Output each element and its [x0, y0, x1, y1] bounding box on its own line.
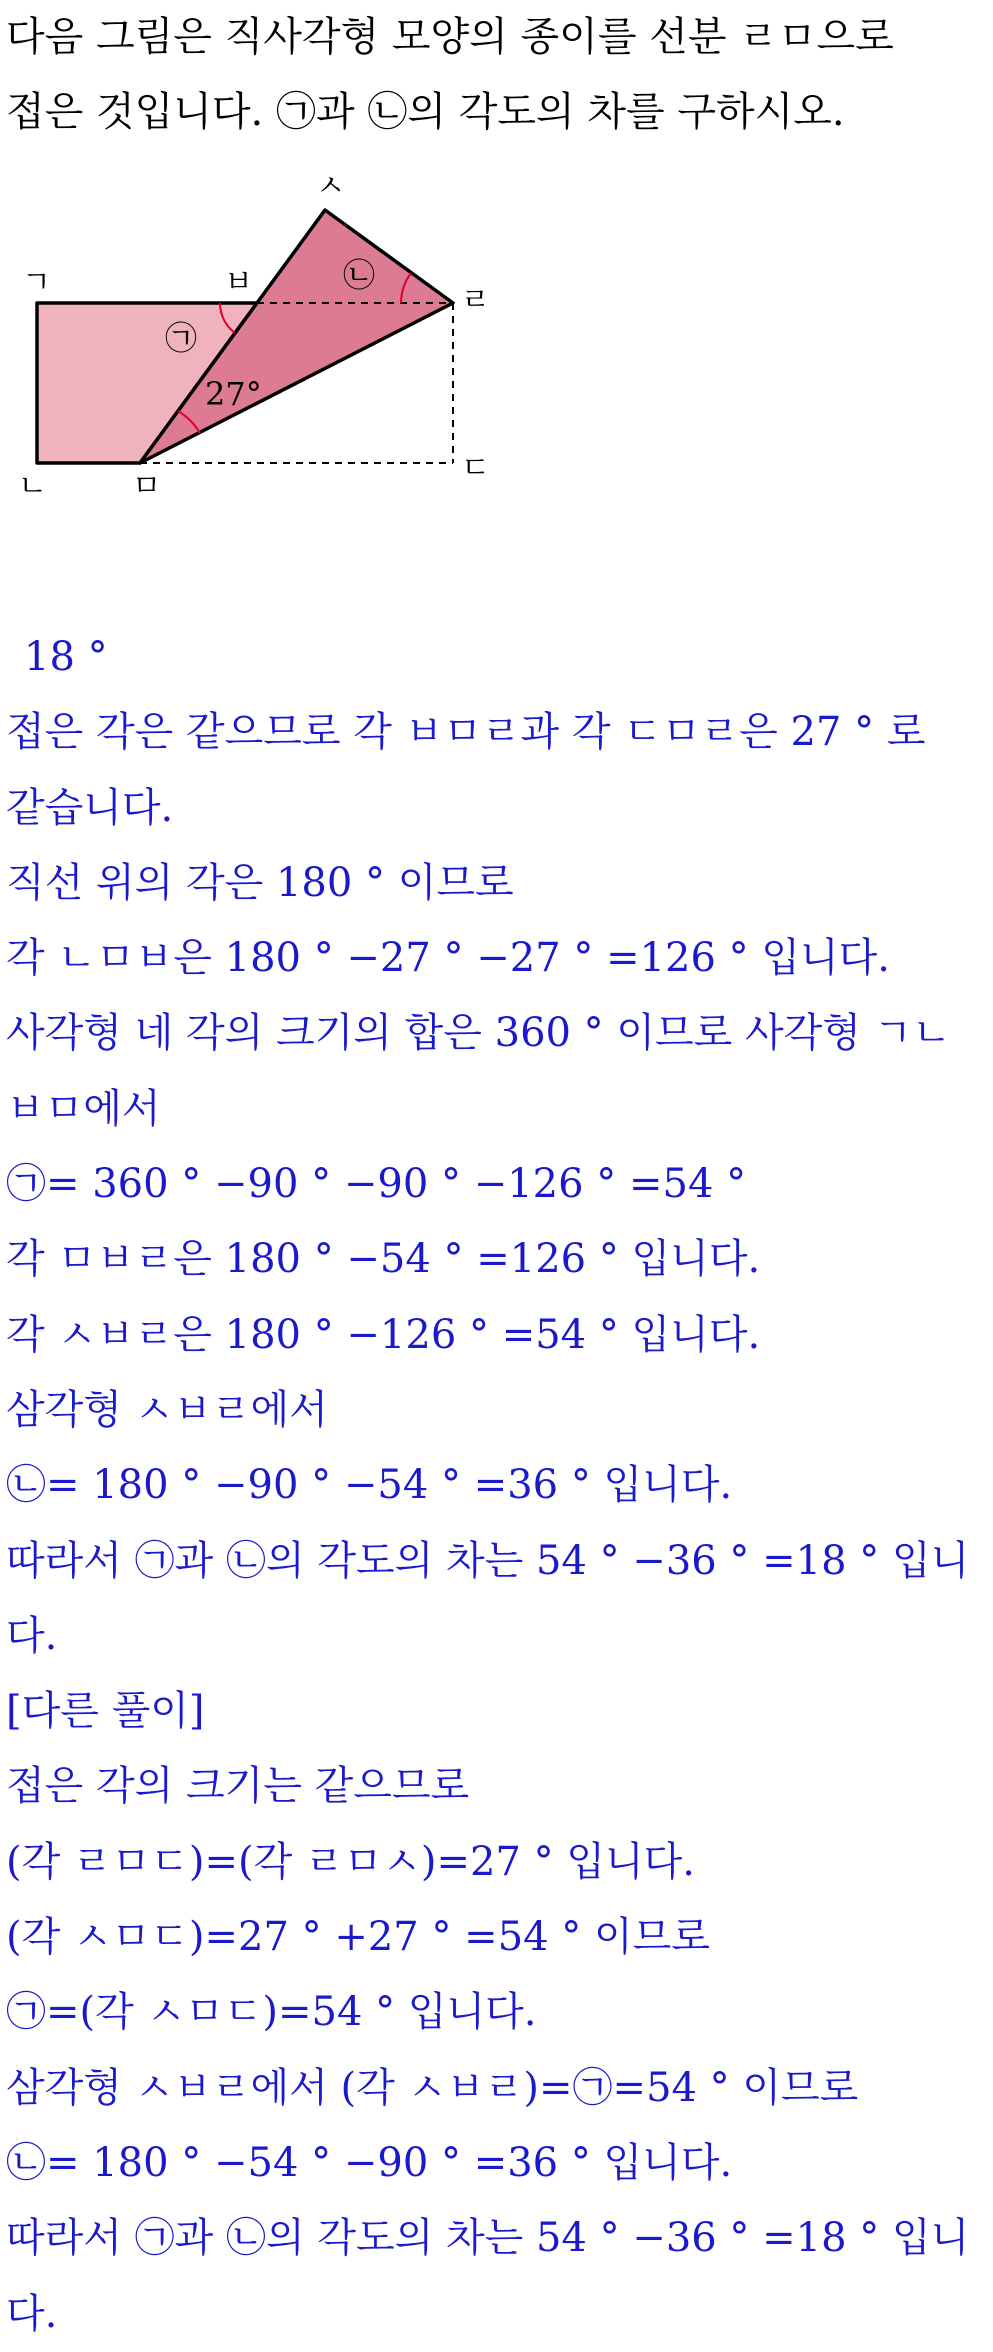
question-line-1: 다음 그림은 직사각형 모양의 종이를 선분 ㄹㅁ으로 — [6, 14, 894, 60]
label-s: ㅅ — [316, 169, 345, 204]
solution-line: 따라서 ㉠과 ㉡의 각도의 차는 54 ° −36 ° =18 ° 입니 — [6, 2215, 970, 2262]
solution-line: 접은 각은 같으므로 각 ㅂㅁㄹ과 각 ㄷㅁㄹ은 27 ° 로 — [6, 709, 926, 756]
label-b: ㅂ — [224, 265, 253, 300]
solution-line: 삼각형 ㅅㅂㄹ에서 (각 ㅅㅂㄹ)=㉠=54 ° 이므로 — [6, 2064, 859, 2111]
solution-line: ㉠=(각 ㅅㅁㄷ)=54 ° 입니다. — [6, 1989, 537, 2036]
solution-line: ㉡= 180 ° −90 ° −54 ° =36 ° 입니다. — [6, 1462, 733, 1509]
solution-line: ㉡= 180 ° −54 ° −90 ° =36 ° 입니다. — [6, 2139, 733, 2186]
question-line-2: 접은 것입니다. ㉠과 ㉡의 각도의 차를 구하시오. — [6, 89, 845, 135]
angle-label-1: ㉠ — [165, 319, 198, 357]
angle-label-2: ㉡ — [343, 256, 376, 294]
solution-line: 다. — [6, 2290, 58, 2337]
solution-line: 따라서 ㉠과 ㉡의 각도의 차는 54 ° −36 ° =18 ° 입니 — [6, 1537, 970, 1584]
angle-label-27: 27° — [205, 375, 262, 413]
label-g: ㄱ — [22, 265, 51, 300]
label-n: ㄴ — [18, 469, 47, 504]
solution-line: 각 ㅁㅂㄹ은 180 ° −54 ° =126 ° 입니다. — [6, 1236, 761, 1283]
question-text — [6, 0, 986, 150]
solution-line: 사각형 네 각의 크기의 합은 360 ° 이므로 사각형 ㄱㄴ — [6, 1010, 951, 1057]
label-d: ㄷ — [461, 451, 490, 486]
folded-paper-figure — [0, 160, 520, 520]
solution-line: [다른 풀이] — [6, 1688, 205, 1735]
solution-line: 같습니다. — [6, 784, 174, 831]
solution-line: 다. — [6, 1612, 58, 1659]
answer-value: 18 ° — [24, 634, 108, 680]
solution-line: 삼각형 ㅅㅂㄹ에서 — [6, 1386, 328, 1433]
solution-line: 각 ㄴㅁㅂ은 180 ° −27 ° −27 ° =126 ° 입니다. — [6, 935, 891, 982]
label-r: ㄹ — [461, 283, 490, 318]
answer-block — [6, 620, 986, 2352]
label-m: ㅁ — [132, 469, 161, 504]
solution-line: 직선 위의 각은 180 ° 이므로 — [6, 859, 514, 906]
solution-line: ㅂㅁ에서 — [6, 1085, 161, 1132]
solution-line: 접은 각의 크기는 같으므로 — [6, 1763, 470, 1810]
solution-line: ㉠= 360 ° −90 ° −90 ° −126 ° =54 ° — [6, 1161, 747, 1208]
solution-line: 각 ㅅㅂㄹ은 180 ° −126 ° =54 ° 입니다. — [6, 1311, 761, 1358]
solution-line: (각 ㅅㅁㄷ)=27 ° +27 ° =54 ° 이므로 — [6, 1914, 710, 1961]
solution-line: (각 ㄹㅁㄷ)=(각 ㄹㅁㅅ)=27 ° 입니다. — [6, 1838, 695, 1885]
